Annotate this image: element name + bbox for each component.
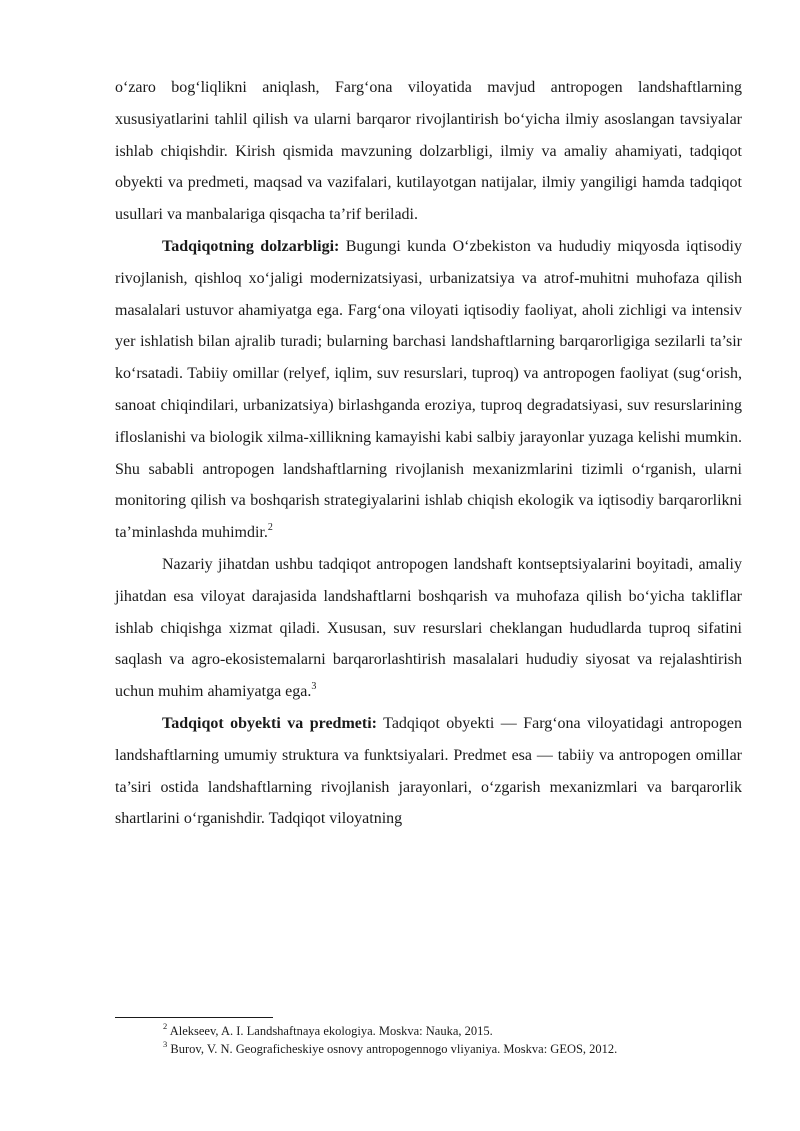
paragraph-theoretical-significance [115,549,742,708]
paragraph-text: o‘zaro bog‘liqlikni aniqlash, Farg‘ona viloyatida mavjud antropogen landshaftlarning xususiyatlarini tahlil qilish va ularni barqaror rivojlantirish bo‘yicha ilmiy asoslangan tavsiyalar ishlab chiqishdir. Kirish qismida mavzuning dolzarbligi, ilmiy va amaliy ahamiyati, tadqiqot obyekti va predmeti, maqsad va vazifalari, kutilayotgan natijalar, ilmiy yangiligi hamda tadqiqot usullari va manbalariga qisqacha ta’rif beriladi. [115,79,742,224]
paragraph-object-subject [115,708,742,835]
footnote-text: Burov, V. N. Geograficheskiye osnovy antropogennogo vliyaniya. Moskva: GEOS, 2012. [170,1042,618,1056]
paragraph-relevance [115,231,742,549]
paragraph-text: Tadqiqot obyekti — Farg‘ona viloyatidagi antropogen landshaftlarning umumiy struktura va funktsiyalari. Predmet esa — tabiiy va antropogen omillar ta’siri ostida landshaftlarning rivojlanish jarayonlari, o‘zgarish mexanizmlari va barqarorlik shartlarini o‘rganishdir. Tadqiqot viloyatning [115,714,742,828]
footnote-reference[interactable]: 3 [311,680,317,692]
footnote-separator [115,1017,273,1018]
footnote-item [163,1022,743,1040]
footnote-number: 3 [163,1038,168,1049]
footnote-item [163,1040,743,1058]
paragraph-text: Bugungi kunda O‘zbekiston va hududiy miqyosda iqtisodiy rivojlanish, qishloq xo‘jaligi modernizatsiyasi, urbanizatsiya va atrof-muhitni muhofaza qilish masalalari ustuvor ahamiyatga ega. Farg‘ona viloyati iqtisodiy faoliyat, aholi zichligi va intensiv yer ishlatish bilan ajralib turadi; bularning barchasi landshaftlarning barqarorligiga sezilarli ta’sir ko‘rsatadi. Tabiiy omillar (relyef, iqlim, suv resurslari, tuproq) va antropogen faoliyat (sug‘orish, sanoat chiqindilari, urbanizatsiya) birlashganda eroziya, tuproq degradatsiyasi, suv resurslarining ifloslanishi va biologik xilma-xillikning kamayishi kabi salbiy jarayonlar yuzaga kelishi mumkin. Shu sababli antropogen landshaftlarning rivojlanish mexanizmlarini tizimli o‘rganish, ularni monitoring qilish va boshqarish strategiyalarini ishlab chiqish ekologik va iqtisodiy barqarorlikni ta’minlashda muhimdir. [115,237,742,542]
footnote-text: Alekseev, A. I. Landshaftnaya ekologiya. Moskva: Nauka, 2015. [169,1024,493,1038]
paragraph-text: Nazariy jihatdan ushbu tadqiqot antropogen landshaft kontseptsiyalarini boyitadi, amaliy jihatdan esa viloyat darajasida landshaftlarni boshqarish va muhofaza qilish bo‘yicha takliflar ishlab chiqishga xizmat qiladi. Xususan, suv resurslari cheklangan hududlarda tuproq sifatini saqlash va agro-ekosistemalarni barqarorlashtirish masalalari hududiy siyosat va rejalashtirish uchun muhim ahamiyatga ega. [115,555,742,701]
footnotes [163,1022,743,1058]
paragraph-heading: Tadqiqot obyekti va predmeti: [162,714,377,732]
document-body [115,72,742,835]
paragraph-heading: Tadqiqotning dolzarbligi: [162,237,340,255]
footnote-number: 2 [163,1020,168,1031]
footnote-reference[interactable]: 2 [267,521,273,533]
paragraph-intro-continuation [115,72,742,231]
